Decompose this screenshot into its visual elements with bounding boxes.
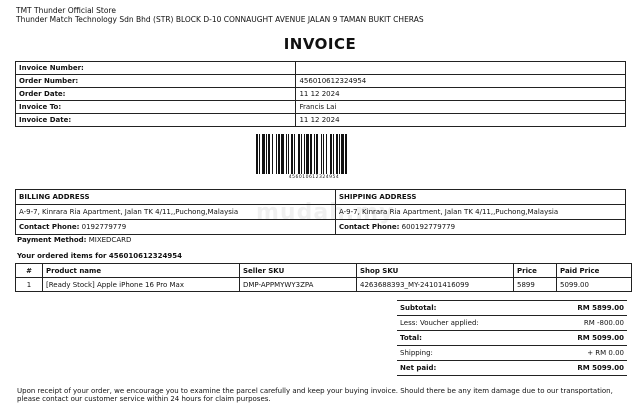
address-table <box>15 189 626 235</box>
billing-phone-label: Contact Phone: <box>19 223 80 231</box>
info-label: Invoice Date: <box>16 114 296 127</box>
store-name: TMT Thunder Official Store <box>16 6 116 15</box>
info-label: Invoice Number: <box>16 62 296 75</box>
payment-method <box>17 236 131 244</box>
payment-value: MIXEDCARD <box>88 236 132 244</box>
store-header <box>16 6 424 24</box>
totals-label: Subtotal: <box>397 301 539 316</box>
totals-label: Less: Voucher applied: <box>397 316 539 331</box>
item-cell: 5099.00 <box>557 278 632 292</box>
watermark: mudah.my <box>256 200 395 225</box>
store-address: Thunder Match Technology Sdn Bhd (STR) BLOCK D-10 CONNAUGHT AVENUE JALAN 9 TAMAN BUKIT CHERAS <box>16 15 424 24</box>
totals-table <box>397 300 627 376</box>
col-header: Price <box>514 264 557 278</box>
shipping-heading: SHIPPING ADDRESS <box>336 190 626 205</box>
totals-label: Total: <box>397 331 539 346</box>
col-header: Paid Price <box>557 264 632 278</box>
totals-value: + RM 0.00 <box>539 346 627 361</box>
info-value <box>296 62 626 75</box>
item-cell: DMP-APPMYWY3ZPA <box>240 278 357 292</box>
totals-value: RM 5099.00 <box>539 331 627 346</box>
billing-phone-cell <box>16 220 336 235</box>
info-value: Francis Lai <box>296 101 626 114</box>
info-row <box>16 62 626 75</box>
item-cell: [Ready Stock] Apple iPhone 16 Pro Max <box>43 278 240 292</box>
items-table <box>15 263 632 292</box>
info-value: 11 12 2024 <box>296 88 626 101</box>
shipping-phone: 600192779779 <box>401 223 456 231</box>
barcode-number: 456010612324954 <box>288 175 340 180</box>
barcode-image <box>256 134 372 174</box>
info-label: Invoice To: <box>16 101 296 114</box>
item-cell: 1 <box>16 278 43 292</box>
footer-note: Upon receipt of your order, we encourage you to examine the parcel carefully and keep your buying invoice. Should there be any item damage due to our transportation, please contact our customer service within 24 hours for claim purposes. <box>17 387 613 403</box>
billing-heading: BILLING ADDRESS <box>16 190 336 205</box>
invoice-title: INVOICE <box>283 35 357 53</box>
col-header: # <box>16 264 43 278</box>
table-row <box>16 278 632 292</box>
info-label: Order Date: <box>16 88 296 101</box>
totals-label: Net paid: <box>397 361 539 376</box>
info-value: 456010612324954 <box>296 75 626 88</box>
col-header: Product name <box>43 264 240 278</box>
info-row <box>16 114 626 127</box>
totals-row <box>397 331 627 346</box>
ordered-items-label: Your ordered items for 456010612324954 <box>17 252 182 260</box>
totals-value: RM 5899.00 <box>539 301 627 316</box>
totals-row <box>397 301 627 316</box>
invoice-info-table <box>15 61 626 127</box>
totals-row <box>397 346 627 361</box>
info-row <box>16 101 626 114</box>
totals-value: RM -800.00 <box>539 316 627 331</box>
totals-label: Shipping: <box>397 346 539 361</box>
totals-value: RM 5099.00 <box>539 361 627 376</box>
billing-phone: 0192779779 <box>81 223 127 231</box>
info-row <box>16 75 626 88</box>
shipping-phone-cell <box>336 220 626 235</box>
totals-row <box>397 361 627 376</box>
info-label: Order Number: <box>16 75 296 88</box>
item-cell: 4263688393_MY-24101416099 <box>357 278 514 292</box>
info-row <box>16 88 626 101</box>
billing-address: A-9-7, Kinrara Ria Apartment, Jalan TK 4/11,,Puchong,Malaysia <box>16 205 336 220</box>
payment-label: Payment Method: <box>17 236 87 244</box>
items-header-row <box>16 264 632 278</box>
item-cell: 5899 <box>514 278 557 292</box>
col-header: Seller SKU <box>240 264 357 278</box>
info-value: 11 12 2024 <box>296 114 626 127</box>
shipping-address: A-9-7, Kinrara Ria Apartment, Jalan TK 4/11,,Puchong,Malaysia <box>336 205 626 220</box>
totals-row <box>397 316 627 331</box>
col-header: Shop SKU <box>357 264 514 278</box>
shipping-phone-label: Contact Phone: <box>339 223 400 231</box>
